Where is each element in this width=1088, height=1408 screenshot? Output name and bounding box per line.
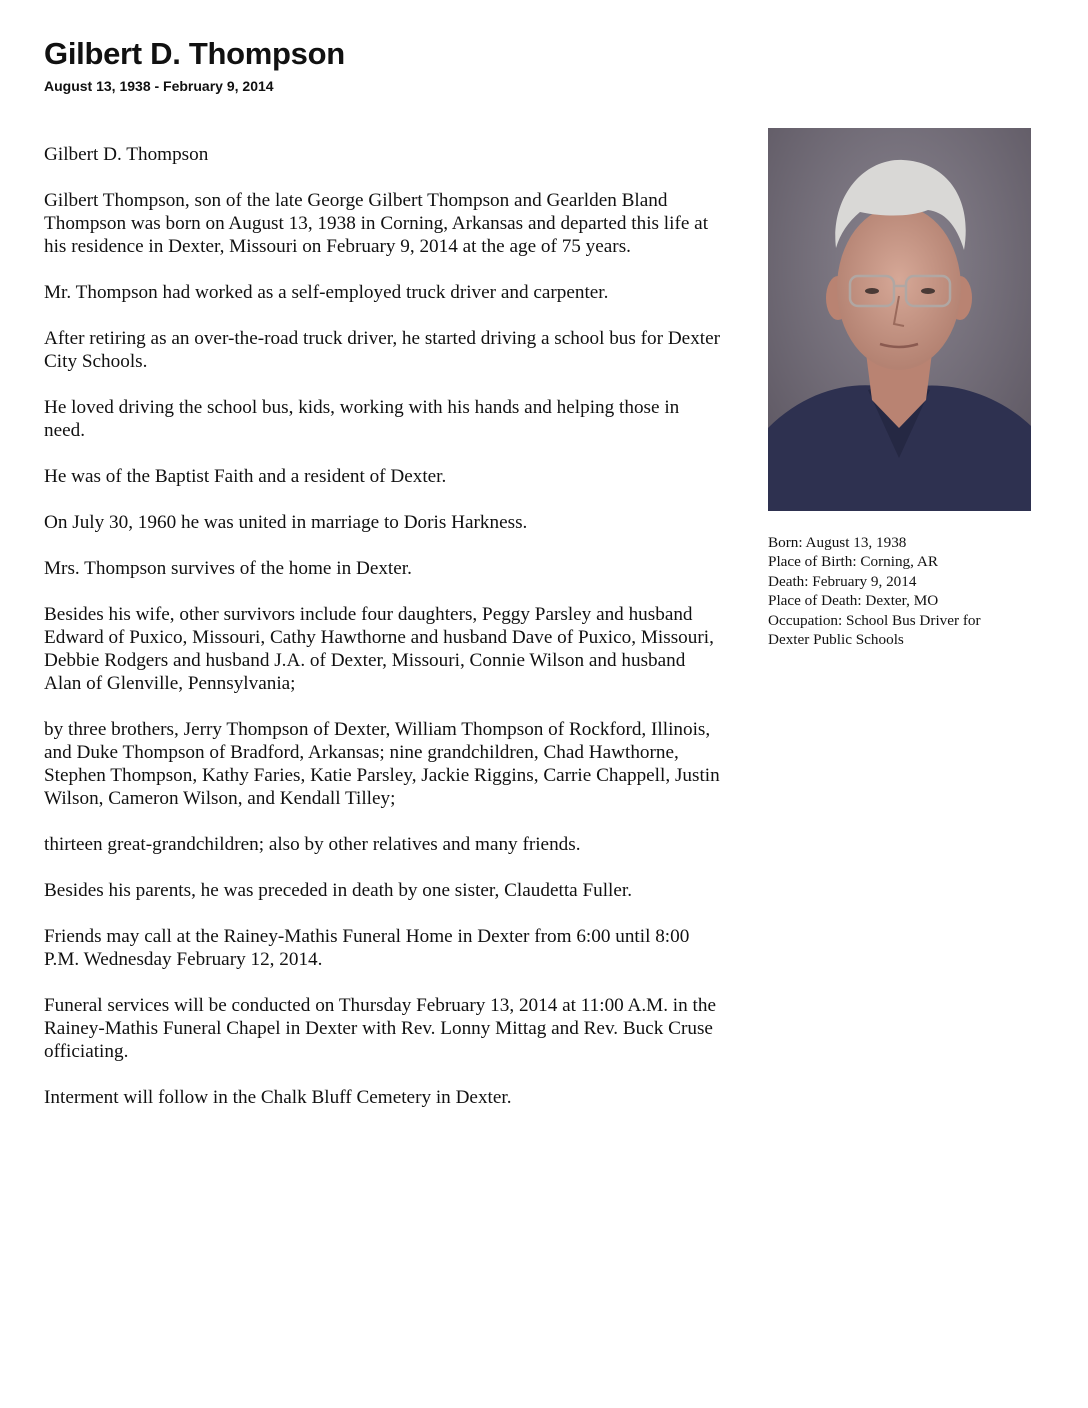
- obituary-paragraph: On July 30, 1960 he was united in marriage to Doris Harkness.: [44, 512, 528, 533]
- obituary-body: [44, 143, 724, 1132]
- obituary-paragraph: Besides his parents, he was preceded in death by one sister, Claudetta Fuller.: [44, 880, 633, 901]
- life-dates: August 13, 1938 - February 9, 2014: [44, 78, 274, 94]
- portrait-photo: [768, 128, 1031, 511]
- obituary-paragraph: He was of the Baptist Faith and a resident of Dexter.: [44, 466, 447, 487]
- place-of-death-fact: Place of Death: Dexter, MO: [768, 592, 939, 610]
- obituary-paragraph: thirteen great-grandchildren; also by other relatives and many friends.: [44, 834, 581, 855]
- deceased-name: Gilbert D. Thompson: [44, 36, 345, 71]
- obituary-paragraph: by three brothers, Jerry Thompson of Dexter, William Thompson of Rockford, Illinois, and Duke Thompson of Bradford, Arkansas; nine grandchildren, Chad Hawthorne, Stephen Thompson, Kathy Faries, Katie Parsley, Jackie Riggins, Carrie Chappell, Justin Wilson, Cameron Wilson, and Kendall Tilley;: [44, 719, 720, 809]
- obituary-paragraph: Gilbert D. Thompson: [44, 144, 209, 165]
- obituary-paragraph: He loved driving the school bus, kids, working with his hands and helping those in need.: [44, 397, 680, 441]
- left-eye: [865, 288, 879, 294]
- portrait-illustration: [768, 128, 1031, 511]
- obituary-paragraph: Mr. Thompson had worked as a self-employed truck driver and carpenter.: [44, 282, 609, 303]
- obituary-paragraph: After retiring as an over-the-road truck driver, he started driving a school bus for Dexter City Schools.: [44, 328, 721, 372]
- obituary-header: [44, 34, 345, 95]
- right-eye: [921, 288, 935, 294]
- occupation-fact: Occupation: School Bus Driver for: [768, 611, 981, 629]
- obituary-paragraph: Mrs. Thompson survives of the home in Dexter.: [44, 558, 412, 579]
- obituary-paragraph: Gilbert Thompson, son of the late George Gilbert Thompson and Gearlden Bland Thompson was born on August 13, 1938 in Corning, Arkansas and departed this life at his residence in Dexter, Missouri on February 9, 2014 at the age of 75 years.: [44, 190, 709, 257]
- death-fact: Death: February 9, 2014: [768, 572, 917, 590]
- obituary-paragraph: Besides his wife, other survivors include four daughters, Peggy Parsley and husband Edward of Puxico, Missouri, Cathy Hawthorne and husband Dave of Puxico, Missouri, Debbie Rodgers and husband J.A. of Dexter, Missouri, Connie Wilson and husband Alan of Glenville, Pennsylvania;: [44, 604, 714, 694]
- obituary-paragraph: Interment will follow in the Chalk Bluff Cemetery in Dexter.: [44, 1087, 512, 1108]
- vital-facts: [768, 533, 1038, 649]
- face-shape: [837, 206, 961, 370]
- obituary-paragraph: Funeral services will be conducted on Thursday February 13, 2014 at 11:00 A.M. in the Rainey-Mathis Funeral Chapel in Dexter with Rev. Lonny Mittag and Rev. Buck Cruse officiating.: [44, 995, 716, 1062]
- born-fact: Born: August 13, 1938: [768, 534, 907, 551]
- obituary-paragraph: Friends may call at the Rainey-Mathis Funeral Home in Dexter from 6:00 until 8:00 P.M. Wednesday February 12, 2014.: [44, 926, 690, 970]
- place-of-birth-fact: Place of Birth: Corning, AR: [768, 553, 939, 571]
- occupation-fact-continued: Dexter Public Schools: [768, 631, 904, 649]
